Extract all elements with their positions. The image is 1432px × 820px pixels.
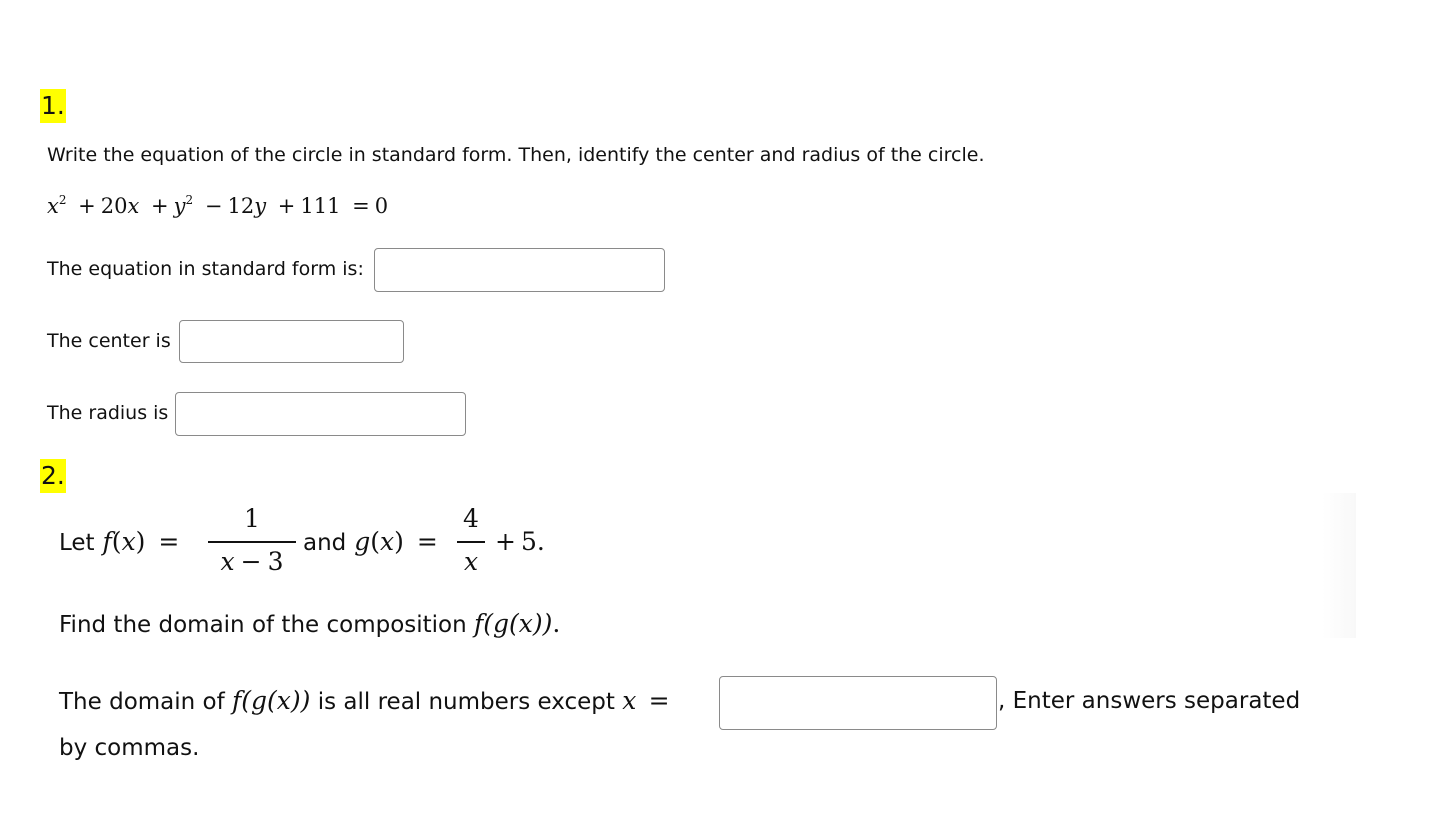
f-paren-close: )	[135, 527, 146, 556]
q1-instruction: Write the equation of the circle in standard form. Then, identify the center and radius of the circle.	[47, 144, 985, 166]
g-fraction	[457, 505, 485, 579]
find-prefix: Find the domain of the composition	[59, 612, 467, 638]
f-var: x	[121, 527, 136, 556]
f-fraction-bar	[208, 541, 296, 543]
domain-suffix-line1: , Enter answers separated	[998, 688, 1301, 714]
f-den-op: −	[240, 547, 262, 576]
g-paren-close: )	[394, 527, 404, 556]
f-den-num: 3	[267, 547, 284, 576]
eq-coef-x: 20	[100, 194, 128, 218]
f-numerator: 1	[244, 504, 260, 533]
domain-suffix-line2: by commas.	[59, 735, 200, 761]
eq-y-exponent: 2	[185, 193, 194, 207]
g-paren-open: (	[370, 527, 381, 556]
standard-form-input[interactable]	[374, 248, 665, 292]
eq-y-term: y	[254, 194, 267, 218]
g-fraction-bar	[457, 541, 485, 543]
g-period: .	[536, 527, 545, 556]
f-den-var: x	[220, 547, 235, 576]
domain-composition: f(g(x))	[232, 686, 311, 715]
g-name: g	[354, 527, 371, 556]
g-plus: +	[495, 527, 516, 556]
find-domain-text	[59, 609, 560, 640]
eq-coef-y: 12	[227, 194, 255, 218]
and-text: and	[303, 530, 347, 556]
eq-x-exponent: 2	[58, 193, 67, 207]
g-numerator: 4	[463, 504, 479, 533]
standard-form-label: The equation in standard form is:	[47, 258, 364, 280]
question-number-1: 1.	[40, 89, 66, 123]
domain-line	[59, 686, 675, 717]
f-paren-open: (	[111, 527, 122, 556]
center-input[interactable]	[179, 320, 404, 363]
eq-equals: =	[352, 194, 370, 218]
eq-minus: −	[204, 194, 223, 218]
g-var: x	[380, 527, 395, 556]
eq-constant: 111	[300, 194, 341, 218]
domain-input[interactable]	[719, 676, 997, 730]
radius-input[interactable]	[175, 392, 466, 436]
eq-x-term: x	[127, 194, 140, 218]
radius-label: The radius is	[47, 402, 169, 424]
g-const: 5	[520, 527, 537, 556]
g-denominator: x	[463, 547, 479, 576]
domain-var: x	[622, 686, 637, 715]
q1-equation	[47, 192, 388, 220]
domain-equals: =	[648, 686, 670, 715]
let-text: Let	[59, 530, 95, 556]
eq-plus-2: +	[151, 194, 169, 218]
find-suffix: .	[552, 609, 561, 638]
eq-plus-3: +	[277, 194, 296, 218]
eq-rhs: 0	[374, 194, 389, 218]
g-equals: =	[416, 527, 438, 556]
question-number-2: 2.	[40, 459, 66, 493]
g-definition-lhs	[303, 527, 443, 558]
f-equals: =	[158, 527, 180, 556]
f-name: f	[102, 527, 112, 556]
faint-side-panel	[1322, 493, 1356, 638]
domain-prefix: The domain of	[59, 689, 225, 715]
center-label: The center is	[47, 330, 171, 352]
domain-mid: is all real numbers except	[317, 689, 615, 715]
f-denominator	[208, 548, 296, 576]
g-definition-tail	[490, 527, 545, 557]
f-fraction	[208, 505, 296, 579]
f-definition-lhs	[59, 527, 184, 558]
eq-plus-1: +	[78, 194, 96, 218]
find-composition: f(g(x))	[474, 609, 553, 638]
eq-y: y	[173, 194, 186, 218]
eq-x: x	[47, 194, 59, 218]
